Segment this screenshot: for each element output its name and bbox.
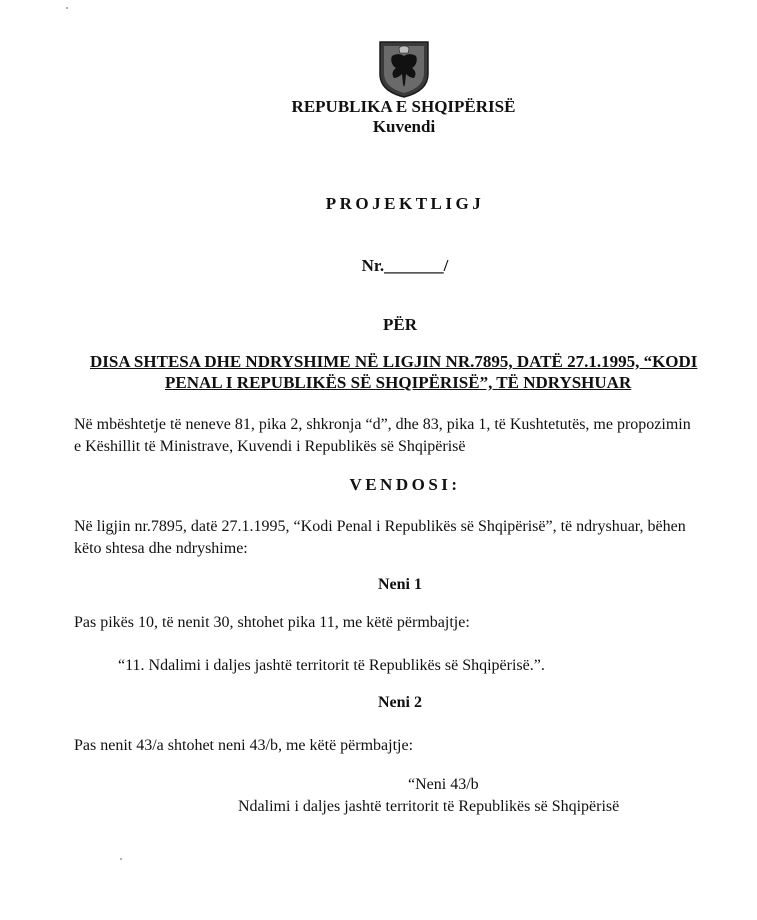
article-heading: Neni 1 — [378, 576, 422, 593]
document-number: Nr._______/ — [361, 256, 449, 275]
albanian-coat-of-arms-icon — [378, 40, 430, 98]
article-text: Pas nenit 43/a shtohet neni 43/b, me këtë përmbajtje: — [74, 737, 414, 754]
article-heading: Neni 2 — [378, 694, 422, 711]
for-heading: PËR — [383, 315, 417, 334]
assembly-name: Kuvendi — [372, 117, 436, 136]
law-title-line-1: DISA SHTESA DHE NDRYSHIME NË LIGJIN NR.7895, DATË 27.1.1995, “KODI — [90, 352, 698, 371]
article-text: Pas pikës 10, të nenit 30, shtohet pika 11, me këtë përmbajtje: — [74, 614, 470, 631]
article-quote: “11. Ndalimi i daljes jashtë territorit të Republikës së Shqipërisë.”. — [118, 657, 545, 674]
intro-line-2: këto shtesa dhe ndryshime: — [74, 540, 248, 557]
decides-heading: VENDOSI: — [349, 475, 461, 494]
document-kind-heading: PROJEKTLIGJ — [325, 194, 485, 213]
scan-speck — [66, 7, 68, 9]
preamble-line-2: e Këshillit të Ministrave, Kuvendi i Republikës së Shqipërisë — [74, 438, 466, 455]
law-title-line-2: PENAL I REPUBLIKËS SË SHQIPËRISË”, TË NDRYSHUAR — [165, 373, 632, 392]
republic-name: REPUBLIKA E SHQIPËRISË — [291, 97, 516, 116]
quoted-article-number: “Neni 43/b — [408, 776, 479, 793]
scan-speck — [120, 858, 122, 860]
quoted-article-title: Ndalimi i daljes jashtë territorit të Republikës së Shqipërisë — [238, 798, 620, 815]
preamble-line-1: Në mbështetje të neneve 81, pika 2, shkronja “d”, dhe 83, pika 1, të Kushtetutës, me propozimin — [74, 416, 691, 433]
intro-line-1: Në ligjin nr.7895, datë 27.1.1995, “Kodi Penal i Republikës së Shqipërisë”, të ndryshuar, bëhen — [74, 518, 686, 535]
